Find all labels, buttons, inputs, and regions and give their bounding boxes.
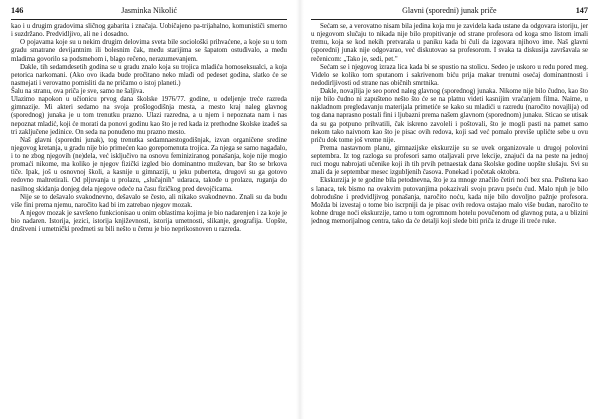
left-page-body bbox=[11, 23, 287, 234]
right-running-head: Glavni (sporedni) junak priče bbox=[402, 6, 497, 15]
paragraph: Dakle, tih sedamdesetih godina se u gradu znalo koja su trojica mladića homoseksualci, a koja petorica narkomani. (Ako ovo ikada bude pročitano neko mlađi od pedeset godina, slatko će se nasmejati i verovatno pomisliti da ne pričamo o istoj planeti.) bbox=[11, 63, 287, 87]
book-gutter bbox=[296, 0, 304, 419]
paragraph: Prema nastavnom planu, gimnazijske ekskurzije su se uvek organizovale u drugoj polovini septembra. Iz tog razloga su profesori samo otaljavali prve lekcije, znajući da na peste na jednoj ruci mogu nabrojati učenike koji ih tih prvih petnaestak dana školske godine uopšte slušaju. Svi su znali da je septembar mesec izgubljenih časova. Ponekad i početak oktobra. bbox=[311, 144, 588, 177]
left-page-number: 146 bbox=[11, 6, 24, 15]
paragraph: Nije se to dešavalo svakodnevno, dešavalo se često, ali nikako svakodnevno. Znali su da budu više fini prema njemu, naročito kad bi im zatrebao njegov mozak. bbox=[11, 193, 287, 209]
left-running-head: Jasminka Nikolić bbox=[121, 6, 178, 15]
right-page-header bbox=[311, 6, 588, 20]
right-page-body bbox=[311, 23, 588, 226]
left-page-header bbox=[11, 6, 287, 20]
paragraph: Šalu na stranu, ova priča je sve, samo ne šaljiva. bbox=[11, 88, 145, 95]
left-page bbox=[11, 6, 287, 414]
right-page bbox=[311, 6, 588, 414]
paragraph: Ulazimo napokon u učionicu prvog dana školske 1976/77. godine, u odeljenje treće razreda gimnazije. Mi akteri sedamo na svoja prošlogodišnja mesta, a mesto kraj naleg glavnog (sporednog) junaka je u tom trenutku prazno. Ulazi razredna, a u njem i nepoznata nam i nas nepoznat mladić, koji će morati da ponovi godinu kao što je red kada iz prethodne školske izađeš sa tri zaključene jedinice. On seda na ponuđeno mu prazno mesto. bbox=[11, 96, 287, 136]
paragraph: Sećam se, a verovatno nisam bila jedina koja mu je zavidela kada ustane da odgovara istoriju, jer u njegovom slučaju to nikada nije bilo propitivanje od strane profesora od koga smo listom imali tremu, koja se kod nekih pretvarala u paniku kada bi čuli da izgovara njihovo ime. Naš glavni (sporedni) junak nije odgovarao, već diskutovao sa profesorom. I svaka ta diskusija završavala se rečenicom: „Tako je, sedi, pet." bbox=[311, 23, 588, 63]
right-page-number: 147 bbox=[575, 6, 588, 15]
paragraph: Sećam se i njegovog izraza lica kada bi se spustio na stolicu. Sedeo je uskoro u redu pored meg. Videlo se koliko tom sputanom i sakrivenom biću prija makar trenutni osećaj dominantnosti i nedodirljivosti od strane nas običnih smrtnika. bbox=[311, 63, 588, 87]
paragraph: A njegov mozak je savršeno funkcionisao u onim oblastima kojima je bio nadarenjen i za koje je bio nadaren. Istorija, jezici, istorija književnosti, istorija umetnosti, slikanje, geografija. Uopšte, društveni i umetnički predmeti su bili nešto u čemu je bio neprikosnoven u razreda. bbox=[11, 209, 287, 234]
paragraph: Ekskurzija je te godine bila petodnevna, što je za mnoge značilo četiri noći bez sna. Puštena kao s lanaca, tek bismo na ovakvim putovanjima pokazivali svoju pravu pseću ćud. Malo njuh je bilo dobrodušne i predvidljivog ponašanja, naročito noću, kada nije bilo dovoljno pažnje profesora. Možda bi izvestaj o tome bio iscrpniji da je pisac ovih redova ostajao malo više budan, naročito te kobne druge noći ekskurzije, tamo u tom ogromnom hotelu povučenom od glavnog puta, a u blizini jednog memorijalnog centra, tako da će detalji koji slede biti priča iz druge ili treće ruke. bbox=[311, 177, 588, 225]
paragraph: O pojavama koje su u nekim drugim delovima sveta bile sociološki prihvaćene, a koje su u tom gradu smatrane devijantnim ili bolesnim čak, među starijima se šapatom ostuđivalo, a među mladima govorilo sa podsmehom i, blago rečeno, nerazumevanjem. bbox=[11, 39, 287, 63]
paragraph: Dakle, novajlija je seo pored naleg glavnog (sporednog) junaka. Nikome nije bilo čudno, kao što nije bilo čudno ni zapušteno nešto što će se na platnu videti kasnijim vraćanjem filma. Naime, u nakladnom pregledavanju materijala primetiće se kako su mladići u razredu (naročito novajlija) od tog dana naprasno postali fini i ljubazni prema našem glavnom (sporednom) junaku. Sticao se utisak da su ga potpuno prihvatili, čak iskreno zavoleli i poštovali, što je mogli pasti na pamet samo nekom tako naivnom kao što je pisac ovih redova, koji sad već pomalo previše uplićte sebe u ovu priču dok tome još vreme nije. bbox=[311, 88, 588, 144]
paragraph: kao i u drugim gradovima sličnog gabarita i značaja. Uobičajeno pa-trijahalno, komunističi smerno i suzdržano. Predvidljivo, ali ne i dosadno. bbox=[11, 23, 287, 39]
paragraph: Naš glavni (sporedni junak), tog trenutka sedamnaestogodišnjak, izvan organičene sredine njegovog kretanja, u gradu nije bio primećen kao gorepomenuta trojica. Za njega se samo nagađalo, i to ne zbog njegovih (ne)dela, već isključivo na osnovu feminiziranog ponašanja, koje nije mogio promaći nikome, ma koliko je njegov fizički izgled bio dominantno muževan, bar što se brkova tiče. Ipak, još u osnovnoj školi, a kasnije u gimnaziji, u jeku puberteta, drugovi su ga gotovo redovno maltretirali. Od pljuvanja u prolazu, „slučajnih" udaraca, takođe u prolazu, ruganja do nasilnog skidanja donjeg dela njegove odeće na času fizičkog pred devojčicama. bbox=[11, 136, 287, 193]
